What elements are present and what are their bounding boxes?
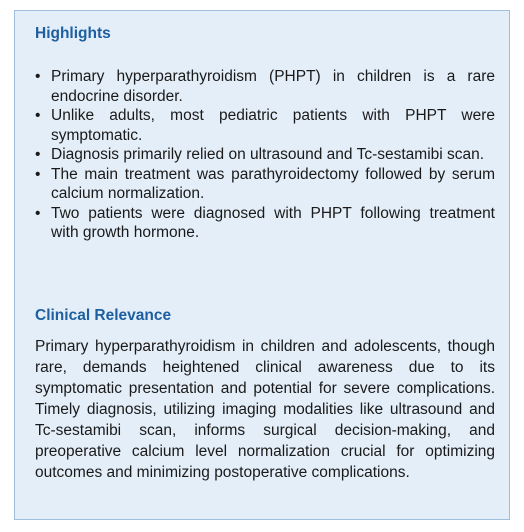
clinical-relevance-heading: Clinical Relevance <box>35 307 172 324</box>
highlights-list <box>35 67 495 243</box>
highlights-box <box>14 10 510 520</box>
highlights-heading: Highlights <box>35 25 111 42</box>
highlight-item: • The main treatment was parathyroidectomy followed by serum calcium normalization. <box>35 165 495 204</box>
clinical-relevance-text: Primary hyperparathyroidism in children and adolescents, though rare, demands heightened clinical awareness due to its symptomatic presentation and potential for severe complications. Timely diagnosis, utilizing imaging modalities like ultrasound and Tc-sestamibi scan, informs surgical decision-making, and preoperative calcium level normalization crucial for optimizing outcomes and minimizing postoperative complications. <box>35 338 495 481</box>
highlight-item: • Unlike adults, most pediatric patients with PHPT were symptomatic. <box>35 106 495 145</box>
highlight-item: • Diagnosis primarily relied on ultrasound and Tc-sestamibi scan. <box>35 145 495 165</box>
highlight-item: • Primary hyperparathyroidism (PHPT) in children is a rare endocrine disorder. <box>35 67 495 106</box>
highlight-item: • Two patients were diagnosed with PHPT following treatment with growth hormone. <box>35 204 495 243</box>
